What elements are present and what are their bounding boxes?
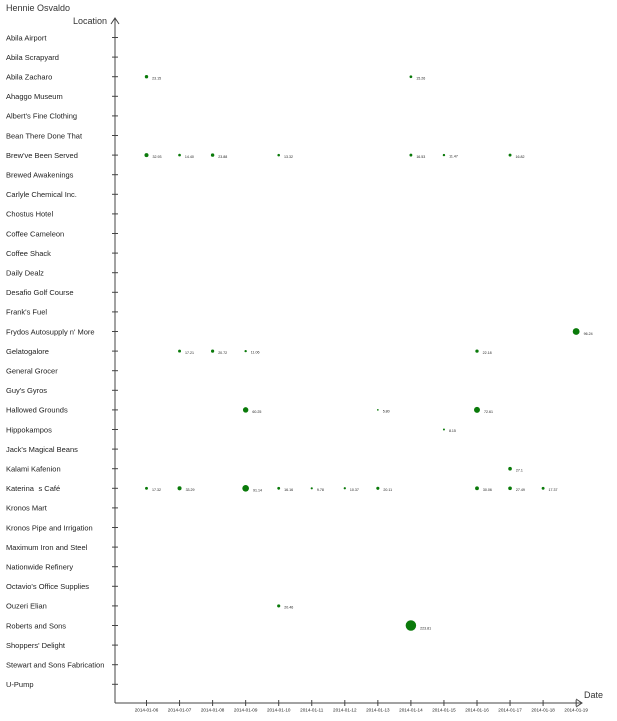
y-tick-label: Coffee Cameleon bbox=[6, 229, 65, 239]
data-point bbox=[509, 154, 512, 157]
y-tick-label: Frank's Fuel bbox=[6, 307, 48, 317]
y-tick-label: Hippokampos bbox=[6, 425, 52, 435]
data-label: 20.72 bbox=[218, 350, 228, 355]
data-point bbox=[144, 153, 148, 157]
data-label: 11.47 bbox=[449, 154, 458, 159]
data-label: 17.32 bbox=[151, 488, 161, 493]
data-point bbox=[508, 486, 512, 490]
data-point bbox=[406, 620, 416, 630]
y-tick-label: Jack's Magical Beans bbox=[6, 444, 78, 454]
data-point bbox=[244, 350, 246, 352]
data-point bbox=[475, 349, 478, 352]
data-point bbox=[542, 487, 545, 490]
data-point bbox=[178, 154, 181, 157]
data-label: 27.1 bbox=[515, 468, 523, 473]
x-tick-label: 2014-01-12 bbox=[333, 707, 357, 713]
data-label: 14.40 bbox=[184, 154, 194, 159]
x-tick-label: 2014-01-15 bbox=[432, 707, 456, 713]
data-point bbox=[277, 154, 280, 157]
y-tick-label: Frydos Autosupply n' More bbox=[6, 327, 95, 337]
data-point bbox=[178, 486, 182, 490]
y-tick-label: Octavio's Office Supplies bbox=[6, 582, 89, 592]
data-label: 23.15 bbox=[152, 76, 162, 81]
data-point bbox=[145, 75, 148, 78]
data-label: 17.21 bbox=[185, 350, 194, 355]
data-label: 17.37 bbox=[548, 488, 558, 493]
data-label: 15.26 bbox=[416, 76, 426, 81]
x-axis-title: Date bbox=[583, 690, 603, 700]
y-tick-label: Abila Zacharo bbox=[6, 72, 53, 82]
y-tick-label: Abila Scrapyard bbox=[6, 52, 59, 62]
x-tick-label: 2014-01-06 bbox=[134, 707, 159, 713]
x-tick-label: 2014-01-07 bbox=[167, 707, 192, 713]
y-tick-label: Abila Airport bbox=[6, 33, 47, 43]
x-tick-label: 2014-01-08 bbox=[200, 707, 225, 713]
x-tick-label: 2014-01-17 bbox=[498, 707, 522, 713]
person-name: Hennie Osvaldo bbox=[6, 3, 71, 13]
x-tick-label: 2014-01-10 bbox=[266, 707, 291, 713]
y-tick-label: Daily Dealz bbox=[6, 268, 44, 278]
y-tick-label: Brewed Awakenings bbox=[6, 170, 74, 180]
data-point bbox=[409, 154, 412, 157]
x-tick-label: 2014-01-11 bbox=[300, 707, 324, 713]
y-tick-label: Stewart and Sons Fabrication bbox=[6, 660, 105, 670]
data-label: 96.24 bbox=[583, 331, 593, 336]
data-point bbox=[377, 409, 379, 411]
data-point bbox=[573, 328, 580, 335]
data-label: 30.06 bbox=[482, 488, 492, 493]
data-label: 33.29 bbox=[185, 488, 195, 493]
data-label: 9.78 bbox=[316, 487, 324, 492]
data-label: 72.61 bbox=[483, 410, 493, 415]
data-point bbox=[178, 350, 181, 353]
x-tick-label: 2014-01-14 bbox=[399, 707, 423, 713]
y-tick-label: Hallowed Grounds bbox=[6, 405, 68, 415]
axes bbox=[111, 18, 582, 707]
data-label: 13.32 bbox=[283, 154, 293, 159]
data-point bbox=[311, 487, 313, 489]
data-label: 16.53 bbox=[416, 154, 426, 159]
data-point bbox=[243, 407, 248, 412]
y-tick-label: Katerinas Café bbox=[6, 484, 61, 494]
y-tick-label: Coffee Shack bbox=[6, 248, 51, 258]
data-label: 20.11 bbox=[383, 488, 393, 493]
data-point bbox=[344, 487, 346, 489]
y-tick-label: Gelatogalore bbox=[6, 346, 49, 356]
y-tick-label: Bean There Done That bbox=[6, 131, 83, 141]
y-tick-label: Desafio Golf Course bbox=[6, 288, 74, 298]
y-tick-label: Ouzeri Elian bbox=[6, 601, 47, 611]
y-tick-label: Ahaggo Museum bbox=[6, 92, 63, 102]
data-label: 223.81 bbox=[420, 626, 432, 631]
data-label: 11.06 bbox=[250, 350, 260, 355]
data-label: 10.37 bbox=[349, 487, 359, 492]
y-axis-labels bbox=[6, 33, 118, 689]
data-label: 91.14 bbox=[252, 488, 262, 493]
x-tick-label: 2014-01-16 bbox=[465, 707, 489, 713]
data-point bbox=[475, 486, 479, 490]
data-label: 27.49 bbox=[515, 488, 525, 493]
x-tick-label: 2014-01-19 bbox=[564, 707, 588, 713]
data-point bbox=[211, 350, 214, 353]
y-tick-label: Albert's Fine Clothing bbox=[6, 111, 78, 121]
data-label: 20.46 bbox=[284, 605, 294, 610]
data-label: 32.93 bbox=[152, 155, 162, 159]
y-axis-title: Location bbox=[72, 16, 107, 26]
data-label: 60.25 bbox=[252, 410, 262, 415]
data-label: 16.82 bbox=[515, 154, 525, 159]
data-label: 5.80 bbox=[382, 409, 390, 414]
y-tick-label: Carlyle Chemical Inc. bbox=[6, 190, 77, 200]
x-tick-label: 2014-01-09 bbox=[233, 707, 258, 713]
data-point bbox=[145, 487, 148, 490]
y-tick-label: Maximum Iron and Steel bbox=[6, 542, 88, 552]
data-point bbox=[474, 407, 480, 413]
y-tick-label: Nationwide Refinery bbox=[6, 562, 74, 572]
data-point bbox=[443, 429, 445, 431]
data-label: 23.88 bbox=[218, 154, 228, 159]
x-tick-label: 2014-01-18 bbox=[531, 707, 555, 713]
data-point bbox=[277, 604, 280, 607]
data-point bbox=[376, 487, 379, 490]
y-tick-label: Chostus Hotel bbox=[6, 209, 54, 219]
data-point bbox=[508, 467, 512, 471]
data-label: 22.18 bbox=[482, 350, 492, 355]
x-axis-labels bbox=[135, 700, 589, 713]
y-tick-label: Guy's Gyros bbox=[6, 386, 48, 396]
x-tick-label: 2014-01-13 bbox=[366, 707, 390, 713]
data-label: 8.15 bbox=[448, 429, 456, 434]
y-tick-label: Brew've Been Served bbox=[6, 150, 78, 160]
data-point bbox=[443, 154, 445, 156]
data-point bbox=[277, 487, 280, 490]
y-tick-label: Kronos Pipe and Irrigation bbox=[6, 523, 93, 533]
data-point bbox=[410, 75, 413, 78]
y-tick-label: General Grocer bbox=[6, 366, 58, 376]
data-point bbox=[211, 153, 214, 156]
y-tick-label: Roberts and Sons bbox=[6, 621, 67, 631]
data-point bbox=[242, 485, 249, 492]
y-tick-label: Kalami Kafenion bbox=[6, 464, 61, 474]
y-tick-label: U-Pump bbox=[6, 680, 34, 690]
y-tick-label: Shoppers' Delight bbox=[6, 640, 65, 650]
data-points bbox=[144, 75, 592, 631]
data-label: 16.16 bbox=[284, 487, 294, 492]
y-tick-label: Kronos Mart bbox=[6, 503, 47, 513]
